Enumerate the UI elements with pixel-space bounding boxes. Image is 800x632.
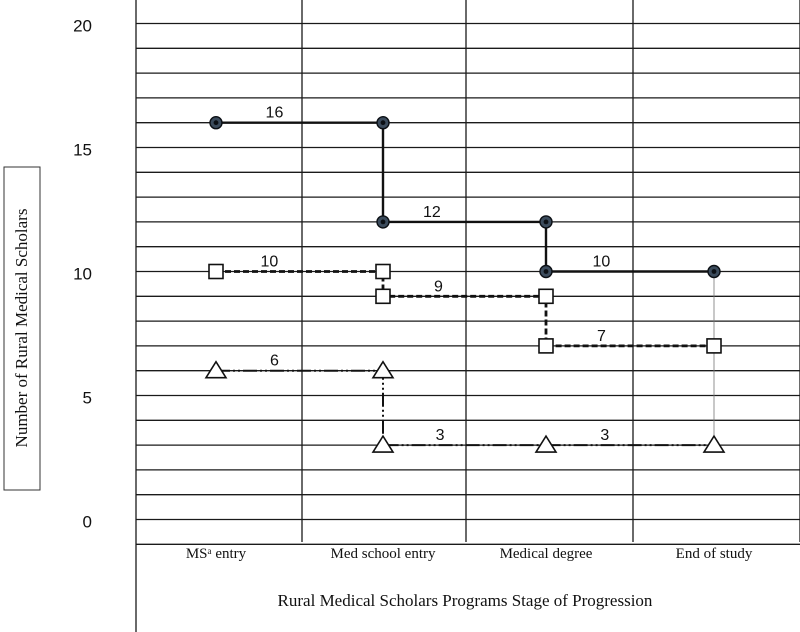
data-point-center [381, 220, 386, 225]
y-tick-label: 0 [82, 512, 92, 532]
x-axis-title: Rural Medical Scholars Programs Stage of Progression [277, 591, 653, 610]
y-tick-label: 15 [73, 140, 92, 160]
data-label: 10 [592, 253, 611, 271]
data-label: 9 [433, 278, 443, 296]
data-point-center [214, 120, 219, 125]
data-point [539, 339, 553, 353]
data-label: 16 [265, 104, 284, 122]
data-point [704, 436, 724, 452]
data-point [373, 362, 393, 378]
series-line [216, 272, 714, 346]
data-labels [261, 105, 611, 444]
data-point [539, 289, 553, 303]
data-point-center [381, 120, 386, 125]
x-axis-ticks [186, 546, 753, 562]
data-point [209, 265, 223, 279]
data-label: 3 [435, 427, 445, 445]
data-label: 12 [423, 203, 441, 221]
x-tick-label: End of study [675, 546, 753, 562]
y-axis-title: Number of Rural Medical Scholars [12, 208, 31, 448]
data-point-center [544, 269, 549, 274]
data-point-center [712, 269, 717, 274]
x-tick-label: Medical degree [499, 546, 593, 562]
data-point [376, 289, 390, 303]
y-axis-ticks [73, 17, 92, 532]
x-tick-label: Med school entry [330, 546, 436, 562]
y-tick-label: 20 [73, 16, 92, 36]
series-layer [206, 117, 724, 452]
data-label: 7 [596, 327, 606, 345]
grid [136, 0, 800, 632]
data-label: 6 [269, 352, 279, 370]
y-tick-label: 10 [73, 264, 92, 284]
data-point [707, 339, 721, 353]
data-label: 3 [600, 427, 610, 445]
data-label: 10 [260, 253, 279, 271]
data-point [376, 265, 390, 279]
x-tick-label: MSᵃ entry [185, 546, 247, 562]
y-tick-label: 5 [82, 388, 92, 408]
series-line [216, 371, 714, 445]
data-point-center [544, 220, 549, 225]
